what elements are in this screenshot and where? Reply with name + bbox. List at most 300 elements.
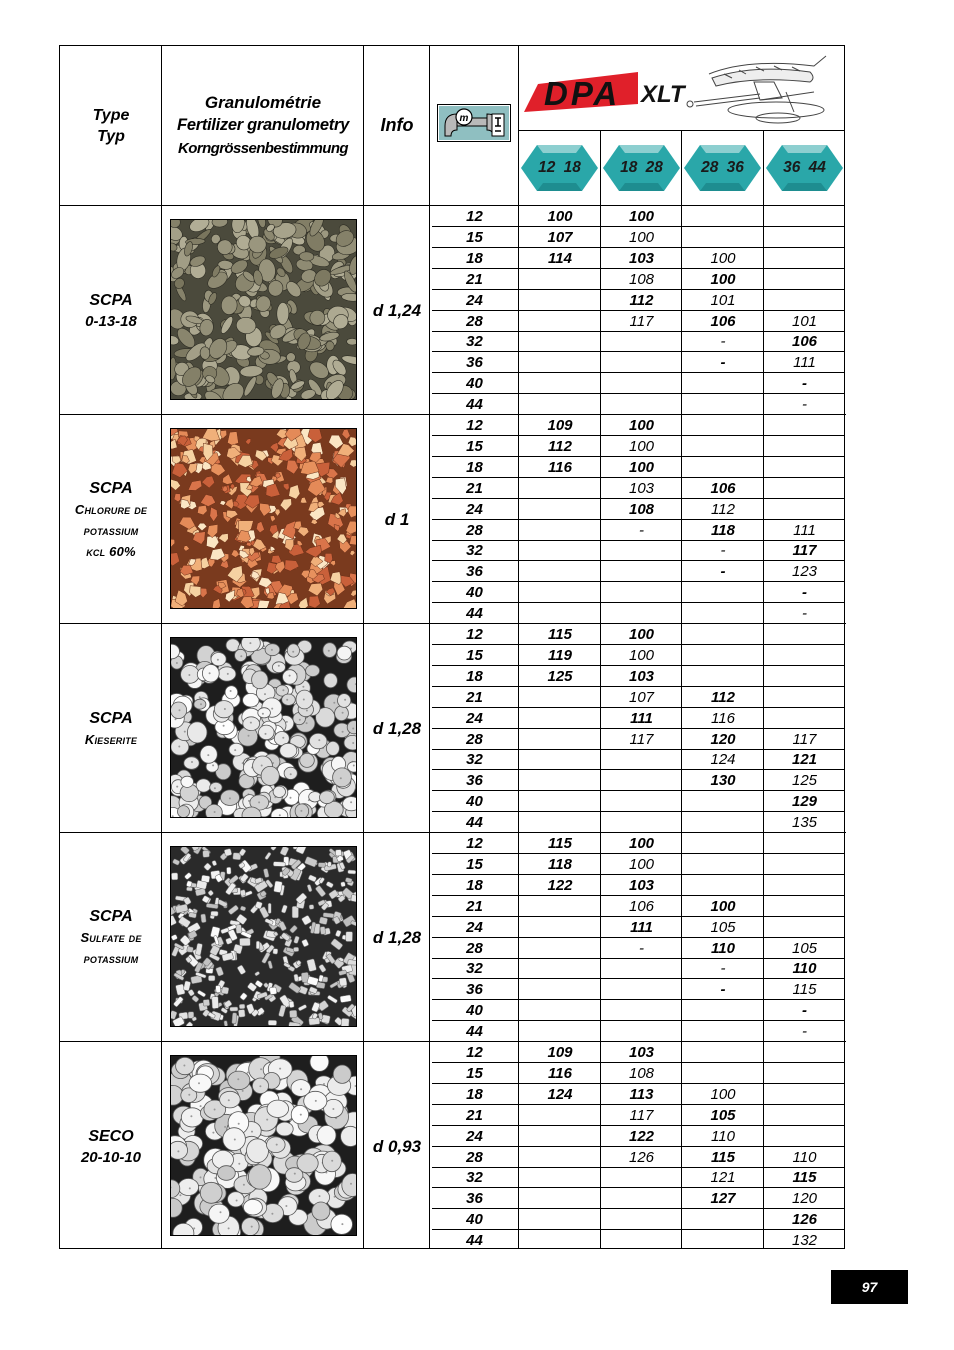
setting-cell: 121 xyxy=(791,751,818,769)
setting-cell xyxy=(682,394,764,415)
setting-cell: 117 xyxy=(629,1106,654,1124)
table-row xyxy=(430,311,846,332)
setting-cell xyxy=(519,749,601,770)
table-row xyxy=(430,833,846,854)
setting-cell xyxy=(764,1063,845,1084)
info-column-header: Info xyxy=(380,115,414,135)
product-group xyxy=(60,624,846,833)
setting-cell xyxy=(764,875,845,896)
setting-cell xyxy=(519,791,601,812)
setting-cell xyxy=(682,457,764,478)
table-row xyxy=(430,373,846,394)
setting-cell xyxy=(519,1167,601,1188)
setting-cell: 106 xyxy=(710,479,736,497)
product-name: SCPA xyxy=(89,908,133,925)
setting-cell xyxy=(764,645,845,666)
setting-cell xyxy=(682,415,764,436)
setting-cell xyxy=(519,1000,601,1021)
range-diamond-3 xyxy=(682,131,763,205)
type-column-header xyxy=(60,46,162,205)
table-row xyxy=(430,666,846,687)
opening-width-cell: 44 xyxy=(466,396,483,414)
setting-cell: 129 xyxy=(791,793,818,811)
table-row xyxy=(430,478,846,499)
setting-cell: - xyxy=(639,521,644,539)
setting-cell: 116 xyxy=(711,709,735,727)
range-diamond-4 xyxy=(764,131,845,205)
setting-cell xyxy=(601,958,682,979)
table-row xyxy=(430,729,846,750)
range-label: 36 44 xyxy=(783,159,826,176)
setting-cell xyxy=(519,540,601,561)
setting-cell xyxy=(764,415,845,436)
setting-cell xyxy=(519,290,601,311)
setting-cell xyxy=(682,875,764,896)
setting-cell xyxy=(601,603,682,624)
opening-width-cell: 15 xyxy=(466,437,483,455)
setting-cell: - xyxy=(720,960,726,978)
product-subtitle: Kieserite xyxy=(84,731,138,747)
setting-cell xyxy=(601,582,682,603)
table-row xyxy=(430,854,846,875)
group-divider xyxy=(430,1041,846,1042)
setting-cell xyxy=(764,917,845,938)
range-label: 28 36 xyxy=(701,159,744,176)
product-group xyxy=(60,206,846,415)
setting-cell xyxy=(682,1230,764,1251)
setting-cell xyxy=(601,1230,682,1251)
setting-cell xyxy=(764,1084,845,1105)
setting-cell: - xyxy=(720,981,726,999)
range-header-row xyxy=(519,131,845,205)
setting-cell: 111 xyxy=(630,709,653,727)
setting-cell xyxy=(764,666,845,687)
setting-cell: 101 xyxy=(791,312,818,330)
setting-cell: 115 xyxy=(548,835,572,852)
range-label: 18 28 xyxy=(620,159,663,176)
product-name: SCPA xyxy=(89,291,133,309)
setting-cell: 100 xyxy=(547,208,573,225)
setting-cell xyxy=(519,561,601,582)
table-row xyxy=(430,1042,846,1063)
opening-width-cell: 40 xyxy=(466,375,483,393)
granulometry-header-en: Fertilizer granulometry xyxy=(177,116,349,134)
setting-cell: 135 xyxy=(791,814,818,832)
table-row xyxy=(430,624,846,645)
product-type xyxy=(60,833,162,1042)
setting-cell xyxy=(519,499,601,520)
setting-cell: 121 xyxy=(710,1169,736,1187)
table-row xyxy=(430,1000,846,1021)
product-subtitle: Chlorure de xyxy=(74,501,148,517)
opening-width-cell: 12 xyxy=(466,208,483,225)
opening-width-cell: 28 xyxy=(466,939,483,957)
table-row xyxy=(430,227,846,248)
setting-cell xyxy=(682,624,764,645)
setting-cell: 110 xyxy=(792,960,817,978)
table-row xyxy=(430,248,846,269)
product-type xyxy=(60,415,162,624)
setting-cell: 126 xyxy=(791,1211,818,1229)
opening-width-cell: 44 xyxy=(466,1023,483,1041)
setting-cell xyxy=(682,666,764,687)
setting-cell xyxy=(682,436,764,457)
setting-cell xyxy=(682,373,764,394)
setting-cell: - xyxy=(802,375,807,393)
range-diamond-2 xyxy=(601,131,682,205)
setting-cell xyxy=(764,687,845,708)
granulometry-header-fr: Granulométrie xyxy=(204,93,322,112)
setting-cell xyxy=(519,1188,601,1209)
product-type xyxy=(60,624,162,833)
setting-cell: 109 xyxy=(547,417,573,434)
range-diamond-1 xyxy=(519,131,600,205)
setting-cell: - xyxy=(720,563,726,581)
setting-cell xyxy=(764,624,845,645)
setting-cell: 103 xyxy=(628,479,655,497)
setting-cell xyxy=(682,812,764,833)
setting-cell xyxy=(601,1021,682,1042)
opening-width-cell: 15 xyxy=(466,1064,483,1082)
table-row xyxy=(430,979,846,1000)
product-density: d 1,28 xyxy=(372,927,422,947)
setting-cell xyxy=(519,729,601,750)
setting-cell xyxy=(601,394,682,415)
settings-table xyxy=(59,45,845,1249)
product-density: d 1,28 xyxy=(372,718,422,738)
product-photo-white-flakes xyxy=(170,846,357,1027)
setting-cell xyxy=(764,436,845,457)
setting-cell: 122 xyxy=(628,1127,655,1145)
spreader-drawing xyxy=(687,56,826,123)
setting-cell xyxy=(519,938,601,959)
table-row xyxy=(430,415,846,436)
opening-width-cell: 36 xyxy=(466,981,483,999)
opening-width-cell: 24 xyxy=(466,291,483,309)
table-row xyxy=(430,875,846,896)
setting-cell: 112 xyxy=(711,500,735,518)
table-row xyxy=(430,269,846,290)
setting-cell xyxy=(682,791,764,812)
opening-width-cell: 18 xyxy=(466,1085,483,1103)
setting-cell: 100 xyxy=(628,646,655,664)
setting-cell xyxy=(764,206,845,227)
opening-width-cell: 15 xyxy=(466,228,483,246)
opening-width-cell: 32 xyxy=(466,960,483,978)
setting-cell xyxy=(519,331,601,352)
setting-cell: 110 xyxy=(711,1127,735,1145)
setting-cell xyxy=(601,1188,682,1209)
product-subtitle: 20-10-10 xyxy=(80,1148,142,1166)
table-row xyxy=(430,1188,846,1209)
setting-cell: 105 xyxy=(710,1106,736,1124)
setting-cell xyxy=(601,812,682,833)
product-subtitle: kcl 60% xyxy=(86,543,136,559)
setting-cell: 110 xyxy=(711,939,735,957)
setting-cell: 112 xyxy=(711,688,735,706)
setting-cell xyxy=(519,708,601,729)
setting-cell: 107 xyxy=(547,228,573,246)
setting-cell: 114 xyxy=(548,249,572,267)
opening-width-cell: 24 xyxy=(466,918,483,936)
setting-cell: 120 xyxy=(710,730,736,748)
setting-cell: - xyxy=(802,584,807,602)
setting-cell: 103 xyxy=(628,1044,655,1061)
setting-cell xyxy=(519,1209,601,1230)
setting-cell xyxy=(601,540,682,561)
setting-cell xyxy=(764,896,845,917)
product-subtitle: 0-13-18 xyxy=(85,312,137,330)
setting-cell xyxy=(519,373,601,394)
opening-width-cell: 18 xyxy=(466,458,483,476)
setting-cell: 100 xyxy=(628,437,655,455)
setting-cell: 120 xyxy=(791,1190,818,1208)
table-row xyxy=(430,290,846,311)
opening-width-cell: 18 xyxy=(466,876,483,894)
table-row xyxy=(430,770,846,791)
opening-width-cell: 36 xyxy=(466,563,483,581)
setting-cell xyxy=(601,352,682,373)
setting-cell xyxy=(764,478,845,499)
opening-width-cell: 28 xyxy=(466,312,483,330)
opening-width-cell: 32 xyxy=(466,1169,483,1187)
setting-cell xyxy=(519,352,601,373)
setting-cell: 109 xyxy=(547,1044,573,1061)
group-divider xyxy=(430,623,846,624)
setting-cell: 112 xyxy=(629,291,654,309)
opening-width-cell: 40 xyxy=(466,584,483,602)
setting-cell: 100 xyxy=(710,270,736,288)
setting-cell: 115 xyxy=(711,1148,735,1166)
setting-cell xyxy=(682,206,764,227)
setting-cell: 103 xyxy=(628,876,655,894)
setting-cell: 100 xyxy=(628,228,655,246)
setting-cell: 100 xyxy=(710,897,736,915)
setting-cell: 100 xyxy=(628,208,655,225)
setting-cell: 117 xyxy=(629,730,654,748)
setting-cell xyxy=(601,561,682,582)
setting-cell: 106 xyxy=(628,897,655,915)
setting-cell xyxy=(764,1105,845,1126)
opening-width-cell: 36 xyxy=(466,1190,483,1208)
setting-cell xyxy=(764,248,845,269)
opening-width-cell: 36 xyxy=(466,772,483,790)
setting-cell xyxy=(682,1042,764,1063)
setting-cell xyxy=(519,603,601,624)
setting-cell xyxy=(519,478,601,499)
opening-width-cell: 12 xyxy=(466,626,483,643)
setting-cell: 111 xyxy=(793,521,816,539)
opening-width-cell: 24 xyxy=(466,709,483,727)
setting-cell xyxy=(764,708,845,729)
product-density: d 1,24 xyxy=(372,300,422,320)
opening-width-cell: 15 xyxy=(466,855,483,873)
dpa-xlt-logo xyxy=(524,52,844,128)
range-label: 12 18 xyxy=(538,159,581,176)
opening-width-cell: 21 xyxy=(466,688,483,706)
setting-cell xyxy=(519,1147,601,1168)
table-row xyxy=(430,540,846,561)
opening-width-cell: 24 xyxy=(466,500,483,518)
product-photo-grey-granules xyxy=(170,219,357,400)
product-group xyxy=(60,415,846,624)
setting-cell: - xyxy=(720,542,726,560)
setting-cell: 108 xyxy=(628,270,655,288)
table-row xyxy=(430,394,846,415)
type-header-de: Typ xyxy=(97,127,125,145)
opening-width-cell: 40 xyxy=(466,1211,483,1229)
table-row xyxy=(430,331,846,352)
setting-cell: 118 xyxy=(548,855,572,873)
setting-cell: 117 xyxy=(792,730,817,748)
table-row xyxy=(430,812,846,833)
setting-cell: 111 xyxy=(793,354,816,372)
opening-width-cell: 40 xyxy=(466,793,483,811)
setting-cell xyxy=(601,1209,682,1230)
setting-cell: 123 xyxy=(791,563,818,581)
setting-cell xyxy=(764,457,845,478)
setting-cell xyxy=(519,896,601,917)
opening-width-cell: 32 xyxy=(466,333,483,351)
product-group xyxy=(60,833,846,1042)
opening-width-cell: 44 xyxy=(466,605,483,623)
product-name: SECO xyxy=(88,1127,134,1145)
opening-width-cell: 12 xyxy=(466,835,483,852)
setting-cell: 132 xyxy=(791,1232,818,1250)
table-row xyxy=(430,1105,846,1126)
setting-cell: 100 xyxy=(628,835,655,852)
setting-cell: 116 xyxy=(548,458,572,476)
setting-cell: - xyxy=(802,605,807,623)
setting-cell: 119 xyxy=(548,646,572,664)
setting-cell xyxy=(764,290,845,311)
vane-icon-label: m xyxy=(459,113,469,124)
setting-cell: 117 xyxy=(629,312,654,330)
product-type xyxy=(60,1042,162,1251)
table-row xyxy=(430,896,846,917)
opening-width-cell: 12 xyxy=(466,417,483,434)
product-density: d 0,93 xyxy=(372,1136,422,1156)
table-row xyxy=(430,1230,846,1251)
setting-cell xyxy=(519,917,601,938)
setting-cell: - xyxy=(639,939,644,957)
setting-cell: 100 xyxy=(710,1085,736,1103)
setting-cell xyxy=(764,1042,845,1063)
table-row xyxy=(430,206,846,227)
setting-cell xyxy=(764,499,845,520)
table-row xyxy=(430,582,846,603)
setting-cell xyxy=(764,227,845,248)
setting-cell: 125 xyxy=(791,772,818,790)
table-row xyxy=(430,645,846,666)
table-row xyxy=(430,708,846,729)
setting-cell xyxy=(682,1021,764,1042)
table-row xyxy=(430,499,846,520)
setting-cell xyxy=(519,1021,601,1042)
product-photo-white-prills xyxy=(170,1055,357,1236)
opening-width-cell: 40 xyxy=(466,1002,483,1020)
product-group xyxy=(60,1042,846,1251)
table-row xyxy=(430,1167,846,1188)
setting-cell xyxy=(519,958,601,979)
table-row xyxy=(430,1063,846,1084)
setting-cell: 103 xyxy=(628,249,655,267)
setting-cell xyxy=(601,331,682,352)
setting-cell xyxy=(519,520,601,541)
setting-cell: 115 xyxy=(548,626,572,643)
setting-cell: - xyxy=(720,354,726,372)
setting-cell: 117 xyxy=(792,542,817,560)
setting-cell: 100 xyxy=(710,249,736,267)
product-name: SCPA xyxy=(89,709,133,727)
setting-cell xyxy=(519,269,601,290)
setting-cell xyxy=(682,645,764,666)
product-subtitle: potassium xyxy=(83,522,139,538)
group-divider xyxy=(430,414,846,415)
setting-cell xyxy=(601,1000,682,1021)
table-row xyxy=(430,1126,846,1147)
opening-width-cell: 21 xyxy=(466,270,483,288)
setting-cell: 126 xyxy=(628,1148,655,1166)
setting-cell: 107 xyxy=(628,688,655,706)
setting-cell: 108 xyxy=(628,500,655,518)
opening-width-cell: 15 xyxy=(466,646,483,664)
setting-cell xyxy=(682,603,764,624)
setting-cell: 100 xyxy=(628,855,655,873)
setting-cell xyxy=(519,394,601,415)
setting-cell: - xyxy=(802,1023,807,1041)
type-header-fr: Type xyxy=(92,106,130,124)
setting-cell xyxy=(519,770,601,791)
product-type xyxy=(60,206,162,415)
setting-cell: 112 xyxy=(548,437,572,455)
setting-cell xyxy=(682,1000,764,1021)
opening-width-cell: 32 xyxy=(466,751,483,769)
table-row xyxy=(430,1021,846,1042)
setting-cell: 108 xyxy=(628,1064,655,1082)
setting-cell: 127 xyxy=(710,1190,736,1208)
table-row xyxy=(430,561,846,582)
granulometry-column-header xyxy=(162,46,364,205)
setting-cell xyxy=(519,1105,601,1126)
setting-cell xyxy=(519,1230,601,1251)
setting-cell: 101 xyxy=(710,291,736,309)
table-row xyxy=(430,436,846,457)
setting-cell: 125 xyxy=(547,667,573,685)
opening-width-cell: 28 xyxy=(466,1148,483,1166)
setting-cell: - xyxy=(802,396,807,414)
opening-width-cell: 32 xyxy=(466,542,483,560)
setting-cell: 111 xyxy=(630,918,653,936)
table-row xyxy=(430,938,846,959)
setting-cell xyxy=(682,582,764,603)
product-photo-white-round-granules xyxy=(170,637,357,818)
setting-cell xyxy=(682,227,764,248)
table-row xyxy=(430,1084,846,1105)
setting-cell: 100 xyxy=(628,458,655,476)
group-divider xyxy=(430,832,846,833)
setting-cell: 115 xyxy=(792,1169,817,1187)
table-row xyxy=(430,1209,846,1230)
setting-cell: - xyxy=(720,333,726,351)
table-row xyxy=(430,917,846,938)
setting-cell: - xyxy=(802,1002,807,1020)
brand-main-text: DPA xyxy=(544,75,621,112)
setting-cell: 100 xyxy=(628,626,655,643)
opening-width-cell: 44 xyxy=(466,814,483,832)
vane-setting-icon xyxy=(437,104,511,142)
table-row xyxy=(430,1147,846,1168)
